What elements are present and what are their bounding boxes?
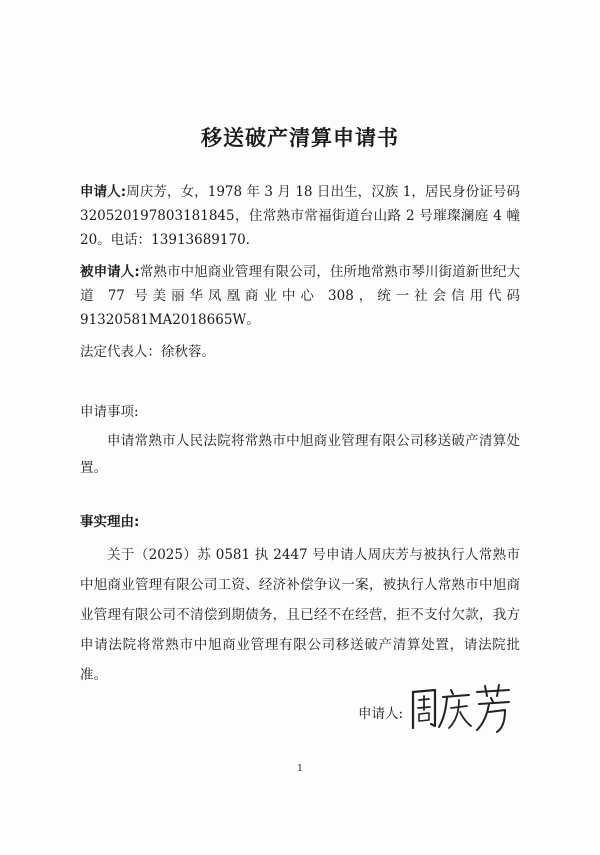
page-number: 1 (297, 764, 303, 774)
respondent-text: 常熟市中旭商业管理有限公司，住所地常熟市琴川街道新世纪大道 77 号美丽华凤凰商业中心 308，统一社会信用代码 91320581MA2018665W。 (80, 264, 521, 328)
respondent-label: 被申请人: (80, 264, 140, 280)
facts-body: 关于（2025）苏 0581 执 2447 号申请人周庆芳与被执行人常熟市中旭商业管理有限公司工资、经济补偿争议一案，被执行人常熟市中旭商业管理有限公司不清偿到期债务，且已经不在经营，拒不支付欠款，我方申请法院将常熟市中旭商业管理有限公司移送破产清算处置，请法院批准。 (80, 547, 520, 683)
request-body: 申请常熟市人民法院将常熟市中旭商业管理有限公司移送破产清算处置。 (80, 433, 520, 476)
legal-representative: 法定代表人：徐秋蓉。 (80, 344, 215, 360)
respondent-paragraph (80, 260, 520, 332)
request-heading: 申请事项: (80, 404, 139, 420)
signature-label: 申请人: (358, 706, 404, 722)
applicant-label: 申请人: (80, 184, 127, 200)
facts-heading: 事实理由: (80, 514, 140, 530)
handwritten-signature (405, 680, 515, 735)
document-title: 移送破产清算申请书 (201, 126, 399, 150)
applicant-paragraph (80, 180, 520, 252)
applicant-text: 周庆芳，女，1978 年 3 月 18 日出生，汉族 1，居民身份证号码 320520197803181845，住常熟市常福街道台山路 2 号璀璨澜庭 4 幢 20。电话：13913689170. (80, 184, 520, 248)
